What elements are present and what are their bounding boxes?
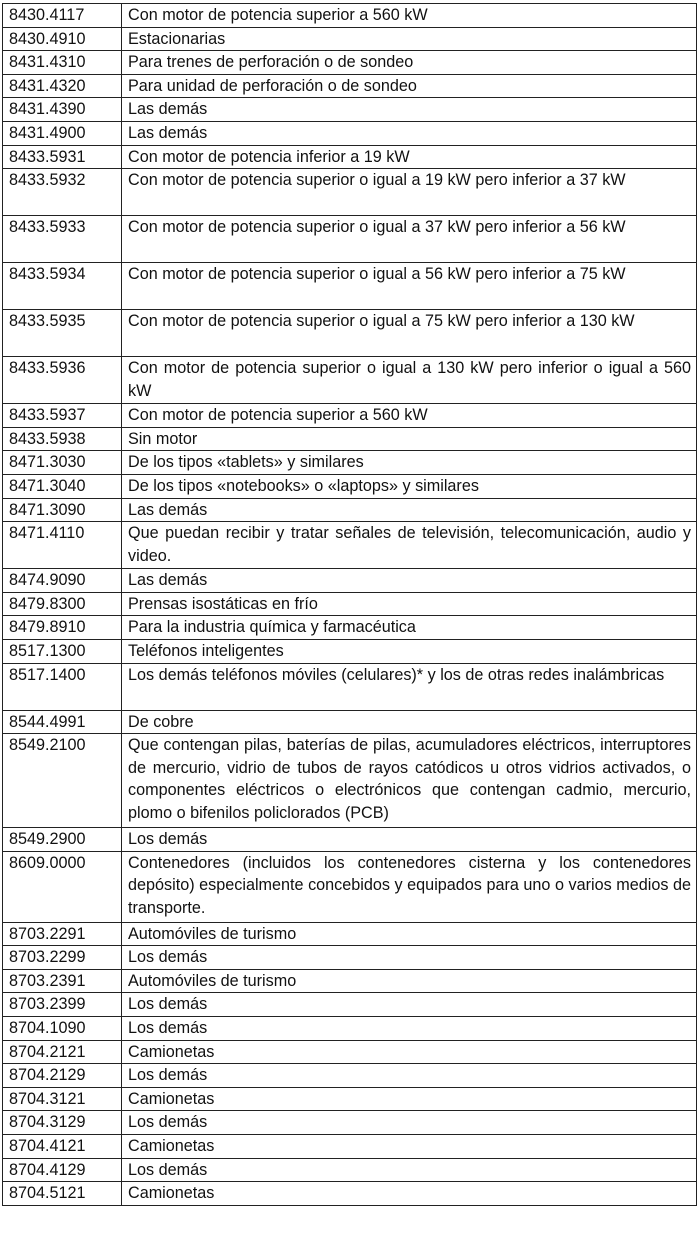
- tariff-code: 8544.4991: [3, 710, 122, 734]
- table-row: [3, 1064, 697, 1088]
- tariff-description: Los demás teléfonos móviles (celulares)* y los de otras redes inalámbricas: [122, 663, 697, 710]
- table-row: [3, 263, 697, 310]
- tariff-code: 8704.5121: [3, 1182, 122, 1206]
- table-row: [3, 498, 697, 522]
- tariff-code: 8704.2129: [3, 1064, 122, 1088]
- tariff-description: Prensas isostáticas en frío: [122, 592, 697, 616]
- table-row: [3, 404, 697, 428]
- table-row: [3, 569, 697, 593]
- tariff-description: Automóviles de turismo: [122, 922, 697, 946]
- tariff-code: 8703.2391: [3, 969, 122, 993]
- tariff-code: 8704.1090: [3, 1017, 122, 1041]
- tariff-code: 8433.5933: [3, 216, 122, 263]
- tariff-description: De los tipos «notebooks» o «laptops» y similares: [122, 474, 697, 498]
- tariff-code: 8703.2299: [3, 946, 122, 970]
- tariff-description: Para trenes de perforación o de sondeo: [122, 51, 697, 75]
- table-row: [3, 121, 697, 145]
- tariff-description: Para la industria química y farmacéutica: [122, 616, 697, 640]
- table-row: [3, 216, 697, 263]
- table-row: [3, 451, 697, 475]
- tariff-code: 8433.5931: [3, 145, 122, 169]
- tariff-description: Camionetas: [122, 1040, 697, 1064]
- table-row: [3, 74, 697, 98]
- tariff-code: 8609.0000: [3, 851, 122, 922]
- tariff-description: Sin motor: [122, 427, 697, 451]
- table-row: [3, 1158, 697, 1182]
- tariff-description: Las demás: [122, 98, 697, 122]
- tariff-code: 8549.2900: [3, 828, 122, 852]
- tariff-code: 8479.8910: [3, 616, 122, 640]
- table-row: [3, 1182, 697, 1206]
- table-row: [3, 27, 697, 51]
- tariff-description: Los demás: [122, 828, 697, 852]
- tariff-code: 8431.4320: [3, 74, 122, 98]
- tariff-description: Los demás: [122, 993, 697, 1017]
- tariff-code: 8517.1300: [3, 639, 122, 663]
- tariff-description: De los tipos «tablets» y similares: [122, 451, 697, 475]
- table-row: [3, 4, 697, 28]
- table-row: [3, 851, 697, 922]
- table-row: [3, 922, 697, 946]
- tariff-description: Con motor de potencia superior a 560 kW: [122, 404, 697, 428]
- table-row: [3, 1087, 697, 1111]
- tariff-description: Los demás: [122, 1017, 697, 1041]
- tariff-code: 8471.3040: [3, 474, 122, 498]
- tariff-code: 8433.5932: [3, 169, 122, 216]
- tariff-description: Que contengan pilas, baterías de pilas, acumuladores eléctricos, interruptores de mercurio, vidrio de tubos de rayos catódicos u otros vidrios activados, o componentes eléctricos o electrónicos que contengan cadmio, mercurio, plomo o bifenilos policlorados (PCB): [122, 734, 697, 828]
- tariff-code: 8430.4910: [3, 27, 122, 51]
- tariff-description: Con motor de potencia superior o igual a 19 kW pero inferior a 37 kW: [122, 169, 697, 216]
- tariff-code: 8517.1400: [3, 663, 122, 710]
- table-row: [3, 828, 697, 852]
- tariff-description: Con motor de potencia superior o igual a 130 kW pero inferior o igual a 560 kW: [122, 357, 697, 404]
- table-row: [3, 522, 697, 569]
- table-row: [3, 663, 697, 710]
- tariff-description: Teléfonos inteligentes: [122, 639, 697, 663]
- tariff-code: 8433.5937: [3, 404, 122, 428]
- tariff-code: 8433.5938: [3, 427, 122, 451]
- tariff-code: 8471.3030: [3, 451, 122, 475]
- tariff-code: 8474.9090: [3, 569, 122, 593]
- tariff-code: 8433.5934: [3, 263, 122, 310]
- tariff-code: 8431.4310: [3, 51, 122, 75]
- table-row: [3, 145, 697, 169]
- tariff-description: Con motor de potencia superior a 560 kW: [122, 4, 697, 28]
- tariff-code: 8479.8300: [3, 592, 122, 616]
- tariff-code: 8471.4110: [3, 522, 122, 569]
- tariff-code: 8704.2121: [3, 1040, 122, 1064]
- tariff-description: Los demás: [122, 1064, 697, 1088]
- tariff-code: 8430.4117: [3, 4, 122, 28]
- tariff-description: Camionetas: [122, 1135, 697, 1159]
- table-row: [3, 969, 697, 993]
- tariff-description: Camionetas: [122, 1087, 697, 1111]
- table-row: [3, 616, 697, 640]
- tariff-description: Con motor de potencia inferior a 19 kW: [122, 145, 697, 169]
- table-row: [3, 1040, 697, 1064]
- tariff-description: Con motor de potencia superior o igual a 56 kW pero inferior a 75 kW: [122, 263, 697, 310]
- table-row: [3, 710, 697, 734]
- tariff-description: Camionetas: [122, 1182, 697, 1206]
- table-row: [3, 51, 697, 75]
- tariff-description: Contenedores (incluidos los contenedores cisterna y los contenedores depósito) especialmente concebidos y equipados para uno o varios medios de transporte.: [122, 851, 697, 922]
- table-row: [3, 639, 697, 663]
- tariff-description: Estacionarias: [122, 27, 697, 51]
- tariff-description: Con motor de potencia superior o igual a 37 kW pero inferior a 56 kW: [122, 216, 697, 263]
- tariff-table: [2, 3, 697, 1206]
- tariff-description: Para unidad de perforación o de sondeo: [122, 74, 697, 98]
- tariff-code: 8431.4900: [3, 121, 122, 145]
- tariff-code: 8704.4129: [3, 1158, 122, 1182]
- tariff-code: 8704.3129: [3, 1111, 122, 1135]
- table-row: [3, 169, 697, 216]
- tariff-code: 8703.2291: [3, 922, 122, 946]
- tariff-description: Los demás: [122, 1158, 697, 1182]
- table-row: [3, 427, 697, 451]
- table-row: [3, 98, 697, 122]
- tariff-description: Que puedan recibir y tratar señales de televisión, telecomunicación, audio y video.: [122, 522, 697, 569]
- tariff-description: Los demás: [122, 946, 697, 970]
- tariff-code: 8704.4121: [3, 1135, 122, 1159]
- tariff-code: 8433.5936: [3, 357, 122, 404]
- tariff-description: Las demás: [122, 121, 697, 145]
- tariff-code: 8549.2100: [3, 734, 122, 828]
- tariff-code: 8704.3121: [3, 1087, 122, 1111]
- tariff-code: 8431.4390: [3, 98, 122, 122]
- table-row: [3, 734, 697, 828]
- tariff-description: Con motor de potencia superior o igual a 75 kW pero inferior a 130 kW: [122, 310, 697, 357]
- table-row: [3, 310, 697, 357]
- table-row: [3, 946, 697, 970]
- table-row: [3, 474, 697, 498]
- table-row: [3, 1017, 697, 1041]
- table-row: [3, 1111, 697, 1135]
- table-row: [3, 993, 697, 1017]
- tariff-description: Las demás: [122, 498, 697, 522]
- tariff-description: Los demás: [122, 1111, 697, 1135]
- table-row: [3, 592, 697, 616]
- table-row: [3, 357, 697, 404]
- tariff-code: 8433.5935: [3, 310, 122, 357]
- table-row: [3, 1135, 697, 1159]
- tariff-code: 8703.2399: [3, 993, 122, 1017]
- tariff-description: De cobre: [122, 710, 697, 734]
- tariff-description: Automóviles de turismo: [122, 969, 697, 993]
- tariff-code: 8471.3090: [3, 498, 122, 522]
- tariff-description: Las demás: [122, 569, 697, 593]
